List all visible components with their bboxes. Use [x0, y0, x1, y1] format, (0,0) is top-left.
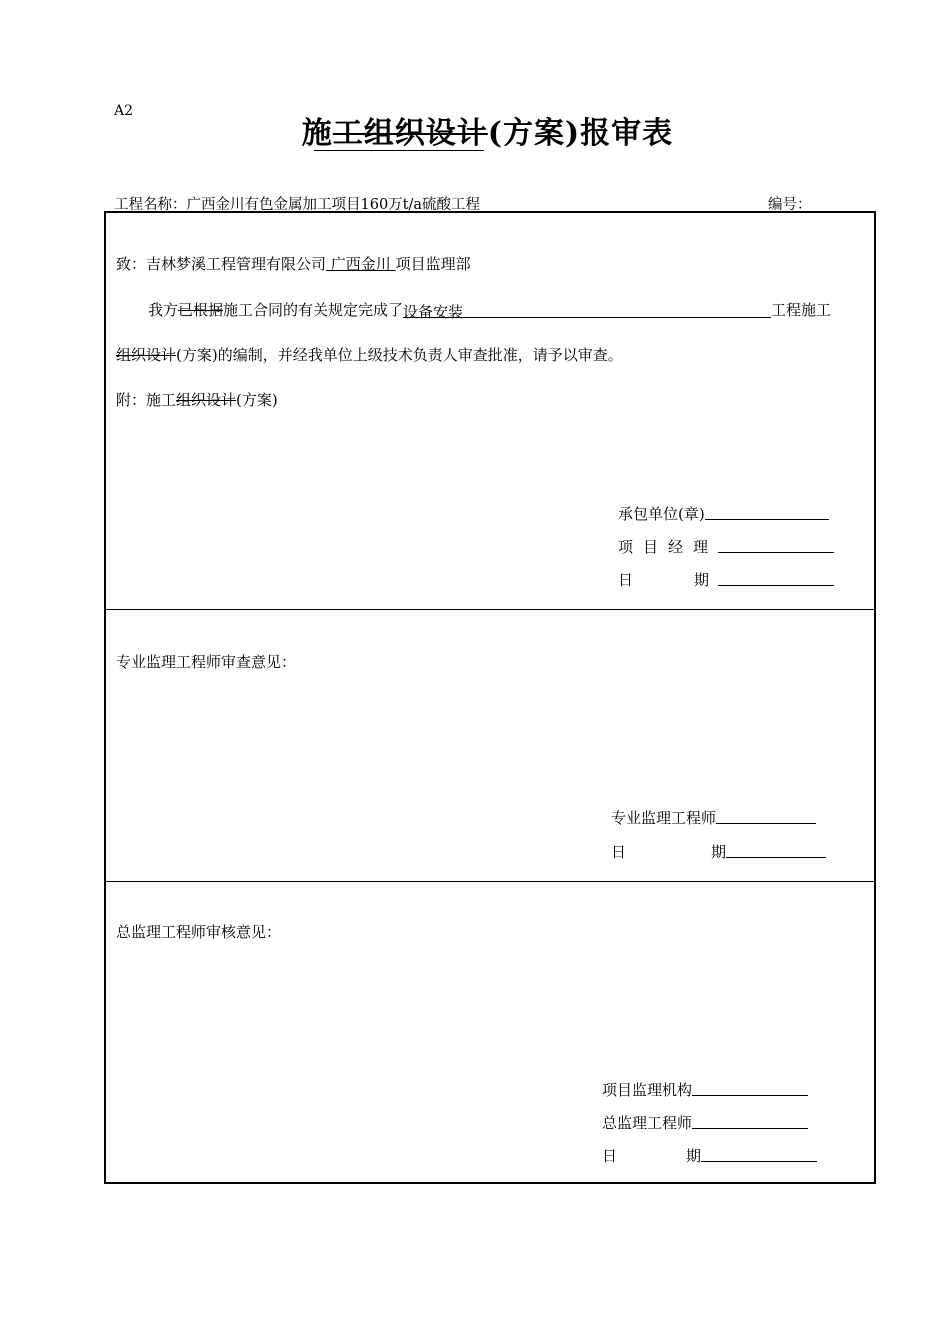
number-label: 编号： [768, 197, 812, 213]
org-sign-row [602, 1079, 808, 1100]
contractor-sign-row [618, 503, 829, 524]
contractor-date-label-b: 期 [694, 571, 710, 589]
chief-date-line [701, 1147, 817, 1162]
attachment-strike: 组织设计 [176, 391, 237, 409]
addressee-prefix: 致：吉林梦溪工程管理有限公司 [116, 255, 327, 273]
engineer-label: 专业监理工程师 [611, 809, 717, 827]
engineer-opinion-heading: 专业监理工程师审查意见： [116, 653, 297, 671]
section-divider-1 [106, 609, 874, 610]
statement-suffix: 工程施工 [771, 301, 832, 319]
chief-signature-line [692, 1114, 808, 1129]
chief-date-label-a: 日 [602, 1147, 618, 1165]
section-divider-2 [106, 881, 874, 882]
manager-sign-row [618, 536, 834, 557]
engineer-sign-row [611, 807, 816, 828]
engineer-date-line [726, 843, 826, 858]
contractor-date-line [718, 571, 834, 586]
statement-line-2 [116, 344, 623, 365]
title-part-3: (方案)报审表 [487, 116, 674, 151]
title-part-1: 施 [301, 116, 333, 151]
project-name-label: 工程名称：广西金川有色金属加工项目160万t/a硫酸工程 [114, 197, 481, 213]
form-code: A2 [114, 103, 134, 119]
contractor-signature-line [705, 505, 829, 520]
engineer-date-row [611, 841, 826, 862]
manager-signature-line [718, 538, 834, 553]
page-title [0, 108, 950, 152]
statement-prefix: 我方 [148, 301, 179, 319]
addressee-suffix: 项目监理部 [395, 255, 471, 273]
chief-label: 总监理工程师 [602, 1114, 693, 1132]
org-signature-line [692, 1081, 808, 1096]
engineer-signature-line [716, 809, 816, 824]
addressee-line [116, 253, 471, 274]
statement-mid: 施工合同的有关规定完成了 [223, 301, 404, 319]
engineer-date-label-b: 期 [711, 843, 727, 861]
org-label: 项目监理机构 [602, 1081, 693, 1099]
statement-line-1 [148, 299, 831, 320]
chief-sign-row [602, 1112, 808, 1133]
statement-fill: 设备安装 [403, 301, 771, 318]
attachment-suffix: (方案) [236, 391, 278, 409]
statement-strike-2: 组织设计 [116, 346, 177, 364]
contractor-label: 承包单位(章) [618, 505, 705, 523]
attachment-line [116, 389, 278, 410]
attachment-prefix: 附：施工 [116, 391, 177, 409]
chief-date-label-b: 期 [686, 1147, 702, 1165]
addressee-unit: 广西金川 [326, 255, 396, 273]
manager-label: 项目经理 [618, 538, 719, 556]
form-box [104, 211, 876, 1184]
contractor-date-row [618, 569, 834, 590]
engineer-date-label-a: 日 [611, 843, 627, 861]
statement-strike-1: 已根据 [178, 301, 224, 319]
statement-rest: (方案)的编制，并经我单位上级技术负责人审查批准，请予以审查。 [176, 346, 623, 364]
title-underline [314, 150, 484, 151]
title-part-2: 工组织设计 [332, 116, 488, 151]
chief-opinion-heading: 总监理工程师审核意见： [116, 923, 282, 941]
contractor-date-label-a: 日 [618, 571, 634, 589]
chief-date-row [602, 1145, 817, 1166]
